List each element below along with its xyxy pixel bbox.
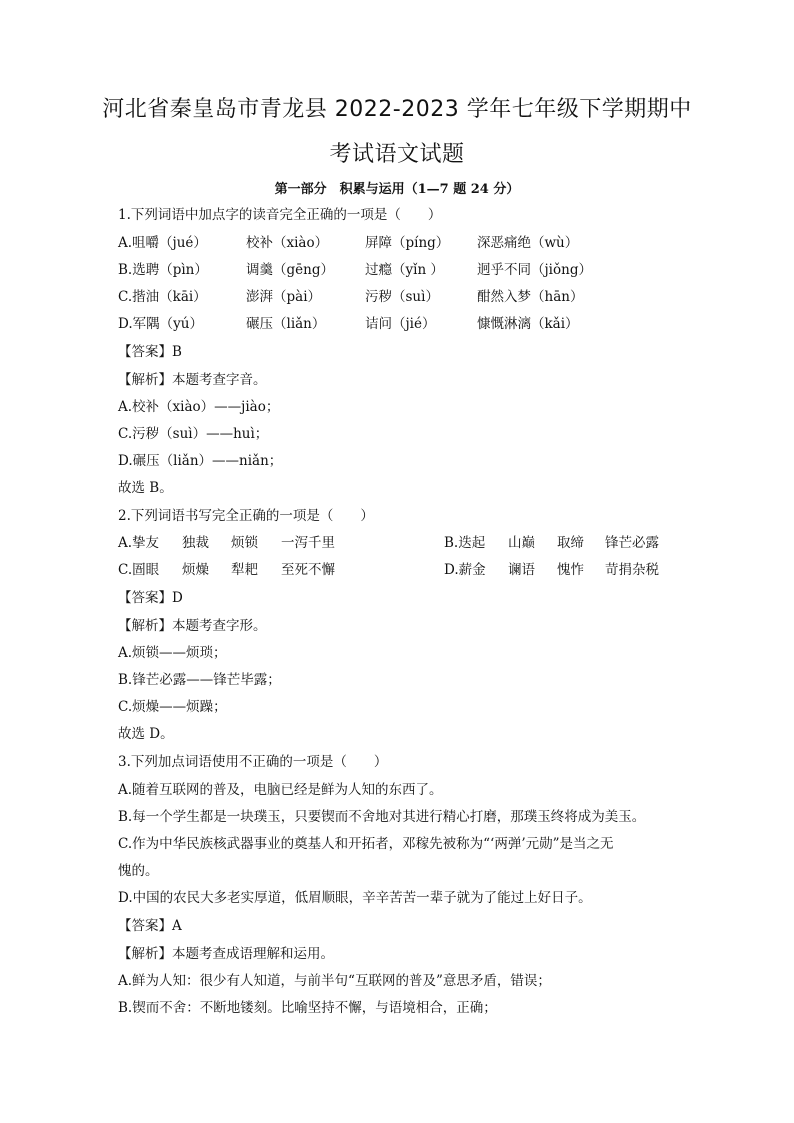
q2-r1-8: 锋芒必露: [605, 535, 659, 551]
q1-d-3: 诘问（jié）: [365, 316, 436, 332]
q1-c-4: 酣然入梦（hān）: [477, 289, 584, 305]
q3-stem: 3.下列加点词语使用不正确的一项是（ ）: [118, 754, 388, 770]
q3-analysis-1: A.鲜为人知：很少有人知道，与前半句“互联网的普及”意思矛盾，错误；: [118, 973, 551, 989]
q2-r1-7: 取缔: [557, 535, 584, 551]
q1-analysis-0: 【解析】本题考查字音。: [118, 372, 267, 388]
q1-b-2: 调羹（gēng）: [246, 262, 334, 278]
q1-c-1: C.揩油（kāi）: [118, 289, 207, 305]
q2-r2-2: 烦燥: [182, 562, 209, 578]
section-heading: 第一部分 积累与运用（1—7 题 24 分）: [274, 182, 520, 197]
q2-analysis-4: 故选 D。: [118, 726, 174, 742]
q2-analysis-2: B.锋芒必露——锋芒毕露；: [118, 672, 281, 688]
q2-r1-5: B.迭起: [444, 535, 486, 551]
q1-b-4: 迥乎不同（jiǒng）: [477, 262, 592, 278]
q1-analysis-3: D.碾压（liǎn）——niǎn；: [118, 453, 283, 469]
q1-analysis-4: 故选 B。: [118, 480, 173, 496]
q1-d-2: 碾压（liǎn）: [246, 316, 326, 332]
q2-analysis-3: C.烦燥——烦躁；: [118, 699, 227, 715]
q1-analysis-2: C.污秽（suì）——huì；: [118, 426, 269, 442]
q1-c-2: 澎湃（pài）: [246, 289, 322, 305]
q2-r2-4: 至死不懈: [281, 562, 335, 578]
q2-r2-8: 苛捐杂税: [605, 562, 659, 578]
q1-a-3: 屏障（píng）: [365, 235, 450, 251]
q2-r2-7: 愧怍: [557, 562, 584, 578]
q2-answer: 【答案】D: [118, 590, 183, 606]
doc-title-line1: 河北省秦皇岛市青龙县 2022-2023 学年七年级下学期期中: [102, 97, 692, 122]
q2-analysis-0: 【解析】本题考查字形。: [118, 618, 267, 634]
q3-option-c: C.作为中华民族核武器事业的奠基人和开拓者，邓稼先被称为“‘两弹’元勋”是当之无: [118, 836, 614, 852]
q3-answer: 【答案】A: [118, 918, 182, 934]
q3-analysis-2: B.锲而不舍：不断地镂刻。比喻坚持不懈，与语境相合，正确；: [118, 1000, 497, 1016]
q1-a-4: 深恶痛绝（wù）: [477, 235, 579, 251]
q2-analysis-1: A.烦锁——烦琐；: [118, 645, 227, 661]
q2-r1-6: 山巅: [508, 535, 535, 551]
q2-r2-5: D.薪金: [444, 562, 486, 578]
q2-r2-1: C.圄眼: [118, 562, 160, 578]
q2-r1-1: A.挚友: [118, 535, 160, 551]
q3-option-d: D.中国的农民大多老实厚道，低眉顺眼，辛辛苦苦一辈子就为了能过上好日子。: [118, 890, 592, 906]
doc-title-line2: 考试语文试题: [329, 142, 465, 167]
q1-d-1: D.军隅（yú）: [118, 316, 203, 332]
q2-r1-4: 一泻千里: [281, 535, 335, 551]
q1-c-3: 污秽（suì）: [365, 289, 439, 305]
q2-r1-2: 独裁: [182, 535, 209, 551]
q1-stem: 1.下列词语中加点字的读音完全正确的一项是（ ）: [118, 207, 442, 223]
q2-r2-6: 谰语: [508, 562, 535, 578]
q1-a-1: A.咀嚼（jué）: [118, 235, 207, 251]
q3-option-c-cont: 愧的。: [118, 863, 159, 879]
q2-r1-3: 烦锁: [231, 535, 258, 551]
q3-option-a: A.随着互联网的普及，电脑已经是鲜为人知的东西了。: [118, 782, 443, 798]
q1-analysis-1: A.校补（xiào）——jiào；: [118, 399, 280, 415]
q1-b-1: B.选聘（pìn）: [118, 262, 208, 278]
q1-a-2: 校补（xiào）: [246, 235, 329, 251]
q3-option-b: B.每一个学生都是一块璞玉，只要锲而不舍地对其进行精心打磨，那璞玉终将成为美玉。: [118, 809, 646, 825]
q1-answer: 【答案】B: [118, 344, 182, 360]
q3-analysis-0: 【解析】本题考查成语理解和运用。: [118, 946, 334, 962]
q1-d-4: 慷慨淋漓（kǎi）: [477, 316, 579, 332]
q2-stem: 2.下列词语书写完全正确的一项是（ ）: [118, 508, 374, 524]
q2-r2-3: 犁耙: [231, 562, 258, 578]
q1-b-3: 过瘾（yǐn ）: [365, 262, 444, 278]
